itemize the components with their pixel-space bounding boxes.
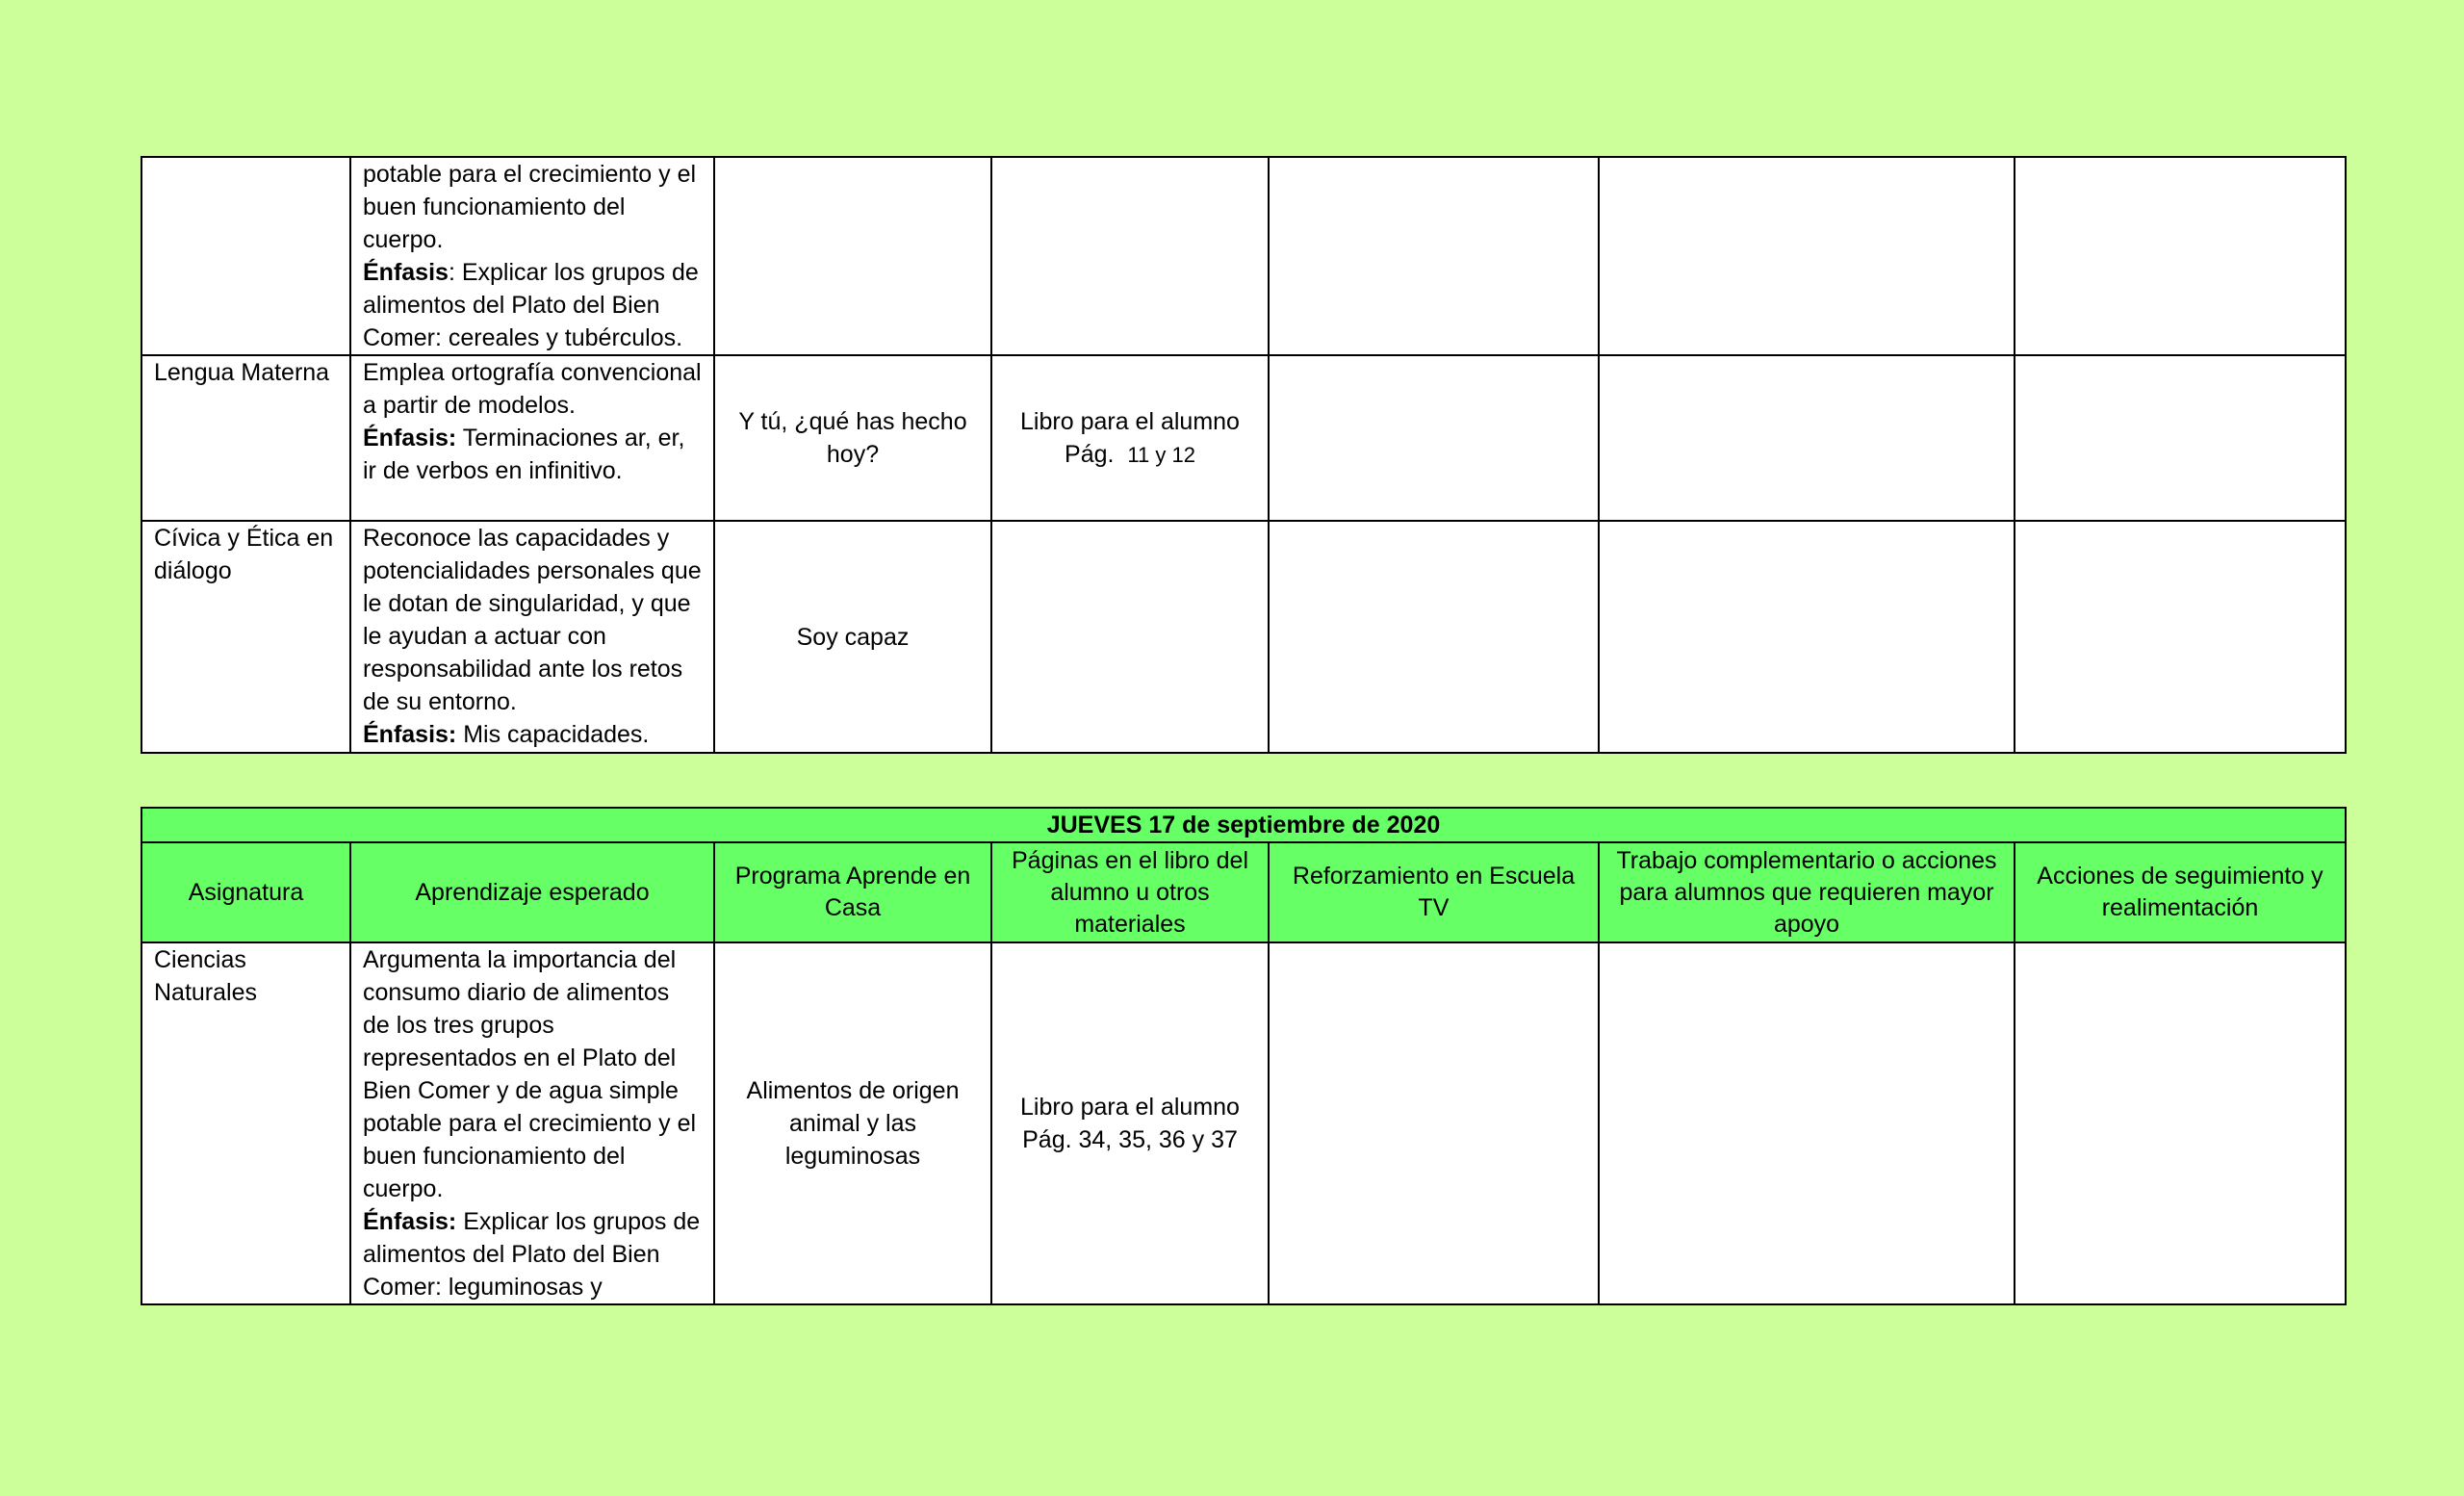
learning-cell: Emplea ortografía convencional a partir de modelos. Énfasis: Terminaciones ar, er, ir de verbos en infinitivo. bbox=[350, 355, 714, 521]
learning-cell: potable para el crecimiento y el buen funcionamiento del cuerpo. Énfasis: Explicar los grupos de alimentos del Plato del Bien Comer: cereales y tubérculos. bbox=[350, 157, 714, 355]
table-row bbox=[141, 521, 2346, 753]
followup-cell bbox=[2015, 355, 2346, 521]
pages-cell: Libro para el alumno Pág. 11 y 12 bbox=[991, 355, 1269, 521]
followup-cell bbox=[2015, 157, 2346, 355]
previous-day-table bbox=[141, 156, 2347, 754]
subject-cell: Cívica y Ética en diálogo bbox=[141, 521, 350, 753]
header-complementary: Trabajo complementario o acciones para alumnos que requieren mayor apoyo bbox=[1599, 842, 2015, 942]
header-subject: Asignatura bbox=[141, 842, 350, 942]
day-title: JUEVES 17 de septiembre de 2020 bbox=[141, 808, 2346, 842]
header-program: Programa Aprende en Casa bbox=[714, 842, 991, 942]
followup-cell bbox=[2015, 521, 2346, 753]
table-row bbox=[141, 157, 2346, 355]
pages-cell: Libro para el alumno Pág. 34, 35, 36 y 37 bbox=[991, 942, 1269, 1304]
subject-cell: Lengua Materna bbox=[141, 355, 350, 521]
reinforcement-cell bbox=[1269, 521, 1599, 753]
table-row bbox=[141, 355, 2346, 521]
header-reinforcement: Reforzamiento en Escuela TV bbox=[1269, 842, 1599, 942]
pages-cell bbox=[991, 521, 1269, 753]
program-cell: Alimentos de origen animal y las leguminosas bbox=[714, 942, 991, 1304]
program-cell: Soy capaz bbox=[714, 521, 991, 753]
program-cell: Y tú, ¿qué has hecho hoy? bbox=[714, 355, 991, 521]
pages-cell bbox=[991, 157, 1269, 355]
header-learning: Aprendizaje esperado bbox=[350, 842, 714, 942]
table-row bbox=[141, 942, 2346, 1304]
header-followup: Acciones de seguimiento y realimentación bbox=[2015, 842, 2346, 942]
thursday-table bbox=[141, 807, 2347, 1305]
reinforcement-cell bbox=[1269, 355, 1599, 521]
learning-cell: Argumenta la importancia del consumo diario de alimentos de los tres grupos representados en el Plato del Bien Comer y de agua simple potable para el crecimiento y el buen funcionamiento del cuerpo. Énfasis: Explicar los grupos de alimentos del Plato del Bien Comer: leguminosas y bbox=[350, 942, 714, 1304]
subject-cell bbox=[141, 157, 350, 355]
complementary-cell bbox=[1599, 355, 2015, 521]
reinforcement-cell bbox=[1269, 942, 1599, 1304]
program-cell bbox=[714, 157, 991, 355]
complementary-cell bbox=[1599, 942, 2015, 1304]
followup-cell bbox=[2015, 942, 2346, 1304]
subject-cell: Ciencias Naturales bbox=[141, 942, 350, 1304]
header-pages: Páginas en el libro del alumno u otros materiales bbox=[991, 842, 1269, 942]
complementary-cell bbox=[1599, 521, 2015, 753]
complementary-cell bbox=[1599, 157, 2015, 355]
learning-cell: Reconoce las capacidades y potencialidades personales que le dotan de singularidad, y que le ayudan a actuar con responsabilidad ante los retos de su entorno. Énfasis: Mis capacidades. bbox=[350, 521, 714, 753]
reinforcement-cell bbox=[1269, 157, 1599, 355]
